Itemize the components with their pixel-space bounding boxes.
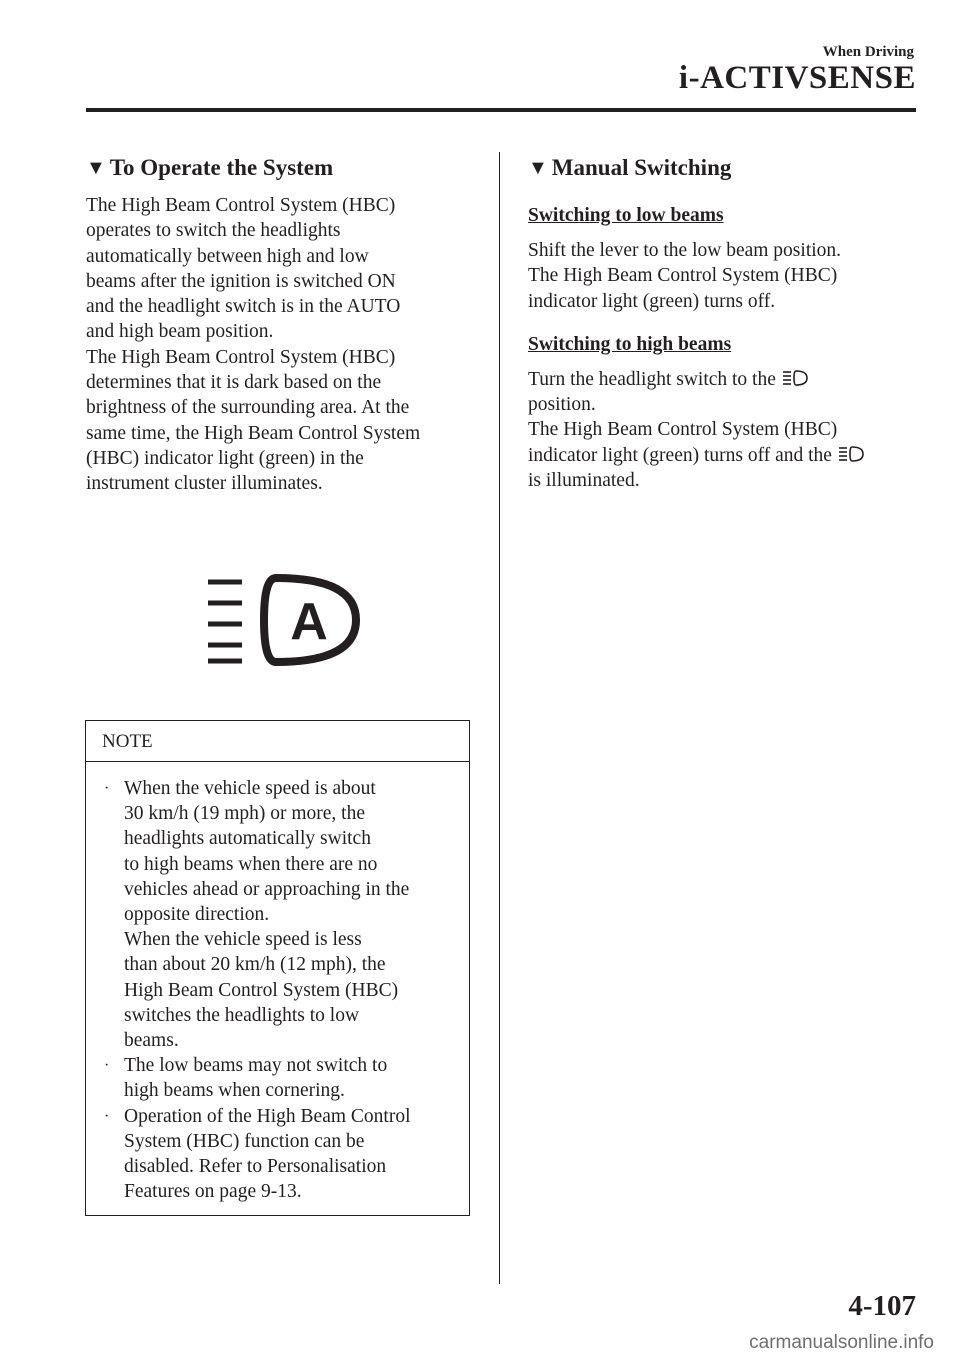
svg-text:A: A <box>290 593 328 651</box>
text-line: switches the headlights to low <box>124 1004 360 1026</box>
operate-paragraph <box>86 193 476 497</box>
text-line: The High Beam Control System (HBC) <box>86 195 396 216</box>
note-item <box>104 1104 457 1205</box>
text-fragment: indicator light (green) turns off and the <box>528 444 832 466</box>
text-line: high beams when cornering. <box>124 1080 345 1102</box>
section-heading-manual <box>528 155 913 181</box>
text-line: When the vehicle speed is less <box>124 929 362 951</box>
note-title: NOTE <box>102 731 153 752</box>
text-line: The High Beam Control System (HBC) <box>528 419 838 441</box>
text-line: indicator light (green) turns off. <box>528 290 776 312</box>
text-line: position. <box>528 394 596 416</box>
text-fragment: Turn the headlight switch to the <box>528 368 776 390</box>
text-line: When the vehicle speed is about <box>124 778 376 799</box>
note-rule <box>86 761 469 762</box>
high-beam-icon <box>837 446 865 462</box>
text-line: to high beams when there are no <box>124 853 378 875</box>
header-rule <box>86 108 916 112</box>
text-line: The High Beam Control System (HBC) <box>86 346 396 368</box>
text-line: Features on page 9-13. <box>124 1181 302 1203</box>
section-heading-operate <box>86 155 476 181</box>
bullet-icon: · <box>104 1057 110 1075</box>
text-line: instrument cluster illuminates. <box>86 473 323 495</box>
column-divider <box>499 152 500 1284</box>
text-line: High Beam Control System (HBC) <box>124 979 399 1001</box>
high-beam-icon <box>781 370 809 386</box>
low-beams-paragraph <box>528 238 913 314</box>
triangle-icon: ▼ <box>86 156 106 179</box>
note-box <box>85 720 470 1216</box>
page-number: 4-107 <box>848 1290 916 1322</box>
text-line: The low beams may not switch to <box>124 1055 388 1077</box>
watermark: carmanualsonline.info <box>749 1332 934 1353</box>
text-line: (HBC) indicator light (green) in the <box>86 447 364 469</box>
text-line: opposite direction. <box>124 904 270 926</box>
text-line: is illuminated. <box>528 470 640 492</box>
header-chapter: i-ACTIVSENSE <box>678 60 916 96</box>
subheading-low-beams: Switching to low beams <box>528 205 724 226</box>
text-line: beams after the ignition is switched ON <box>86 270 396 292</box>
section-heading-operate-text: To Operate the System <box>109 155 334 180</box>
text-line: and the headlight switch is in the AUTO <box>86 296 401 318</box>
text-line: determines that it is dark based on the <box>86 372 382 394</box>
text-line: The High Beam Control System (HBC) <box>528 265 838 287</box>
text-line: 30 km/h (19 mph) or more, the <box>124 803 365 825</box>
header-section: When Driving <box>822 44 914 60</box>
text-line: brightness of the surrounding area. At the <box>86 397 410 419</box>
high-beams-paragraph <box>528 367 913 493</box>
text-line <box>528 367 913 392</box>
note-list <box>104 776 457 1204</box>
text-line: same time, the High Beam Control System <box>86 422 421 444</box>
triangle-icon: ▼ <box>528 156 548 179</box>
text-line: beams. <box>124 1030 179 1052</box>
text-line: operates to switch the headlights <box>86 220 341 242</box>
text-line: System (HBC) function can be <box>124 1130 365 1152</box>
text-line <box>528 443 913 468</box>
hbc-indicator-icon <box>206 574 360 666</box>
text-line: automatically between high and low <box>86 245 369 267</box>
text-line: Operation of the High Beam Control <box>124 1105 411 1127</box>
text-line: vehicles ahead or approaching in the <box>124 878 410 900</box>
bullet-icon: · <box>104 1107 110 1125</box>
subheading-high-beams: Switching to high beams <box>528 333 732 355</box>
text-line: and high beam position. <box>86 321 274 343</box>
text-line: headlights automatically switch <box>124 828 371 850</box>
note-item <box>104 776 457 1053</box>
right-column <box>528 155 913 493</box>
section-heading-manual-text: Manual Switching <box>551 155 732 180</box>
left-column <box>86 155 476 497</box>
bullet-icon: · <box>104 780 110 797</box>
text-line: disabled. Refer to Personalisation <box>124 1156 387 1178</box>
text-line: Shift the lever to the low beam position. <box>528 240 842 261</box>
text-line: than about 20 km/h (12 mph), the <box>124 954 386 976</box>
note-item <box>104 1053 457 1103</box>
